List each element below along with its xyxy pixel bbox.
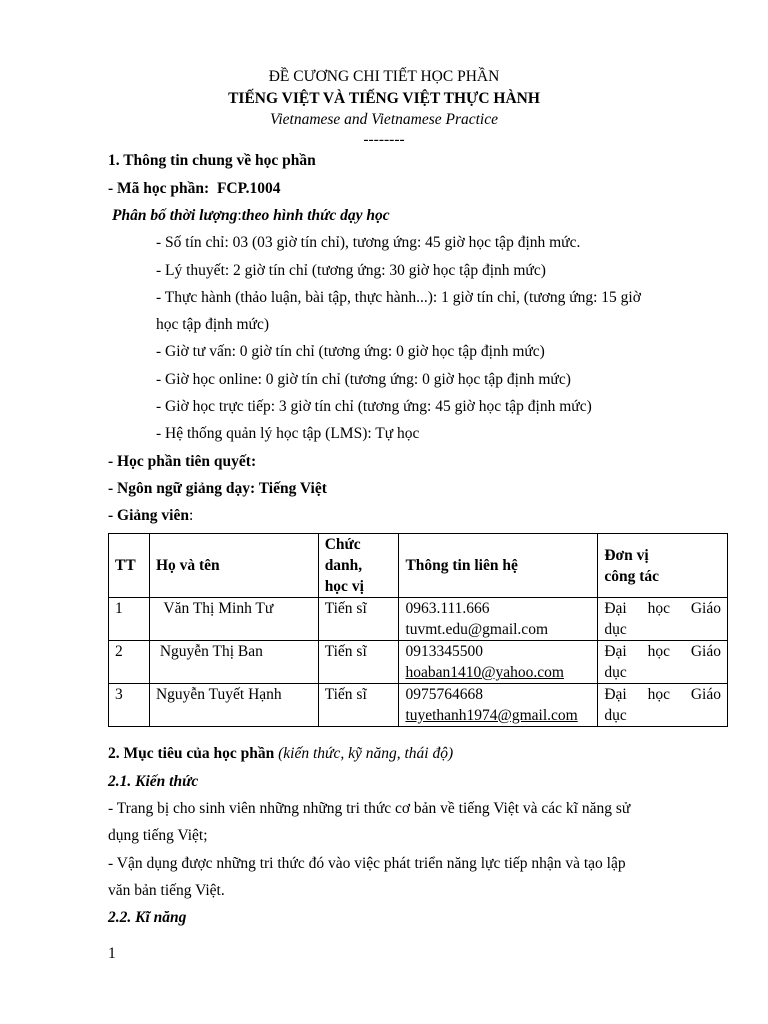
page-number: 1 — [108, 945, 116, 962]
paragraph-line: văn bản tiếng Việt. — [108, 882, 225, 899]
teaching-language: - Ngôn ngữ giảng dạy: Tiếng Việt — [108, 480, 327, 497]
row-unit — [598, 641, 728, 684]
row-title: Tiến sĩ — [318, 641, 399, 684]
header-title-line: Chức — [324, 536, 361, 553]
section2-heading — [108, 744, 453, 764]
alloc-item: - Lý thuyết: 2 giờ tín chỉ (tương ứng: 30 giờ học tập định mức) — [156, 262, 546, 279]
header-unit-line: công tác — [604, 567, 659, 585]
paragraph-line: - Trang bị cho sinh viên những những tri thức cơ bản về tiếng Việt và các kĩ năng sử — [108, 800, 631, 817]
row-unit-line1 — [604, 684, 721, 705]
row-unit — [598, 684, 728, 727]
alloc-item: - Giờ học online: 0 giờ tín chỉ (tương ứng: 0 giờ học tập định mức) — [156, 371, 571, 388]
section1-heading: 1. Thông tin chung về học phần — [108, 152, 316, 169]
unit-word: Đại — [604, 686, 627, 703]
section2-heading-text: 2. Mục tiêu của học phần — [108, 745, 275, 762]
header-unit-line: Đơn vị — [604, 546, 649, 564]
row-contact — [399, 684, 598, 727]
header-title-line: danh, — [324, 557, 363, 574]
row-tt: 1 — [109, 598, 150, 641]
unit-word: Giáo — [690, 643, 721, 660]
time-allocation-rest: theo hình thức dạy học — [241, 207, 390, 224]
row-unit-line1 — [604, 641, 721, 662]
row-name: Nguyễn Tuyết Hạnh — [149, 684, 318, 727]
row-tt: 2 — [109, 641, 150, 684]
lecturer-heading — [108, 506, 193, 526]
row-name: Nguyễn Thị Ban — [149, 641, 318, 684]
row-unit — [598, 598, 728, 641]
alloc-item: - Giờ tư vấn: 0 giờ tín chỉ (tương ứng: 0 giờ học tập định mức) — [156, 343, 545, 360]
row-phone: 0975764668 — [405, 686, 483, 703]
unit-word: học — [647, 600, 670, 617]
course-code — [108, 179, 281, 199]
unit-word: học — [647, 643, 670, 660]
time-allocation-label: Phân bố thời lượng — [112, 207, 238, 224]
alloc-item: - Số tín chỉ: 03 (03 giờ tín chỉ), tương ứng: 45 giờ học tập định mức. — [156, 234, 581, 251]
row-name: Văn Thị Minh Tư — [149, 598, 318, 641]
row-email[interactable]: tuyethanh1974@gmail.com — [405, 707, 578, 724]
lecturer-label: - Giảng viên — [108, 507, 189, 524]
unit-word: học — [647, 686, 670, 703]
row-unit-line2: dục — [604, 621, 627, 638]
lecturer-table — [108, 533, 728, 727]
row-phone: 0913345500 — [405, 643, 483, 660]
alloc-item: - Thực hành (thảo luận, bài tập, thực hành...): 1 giờ tín chỉ, (tương ứng: 15 giờ — [156, 289, 641, 306]
title-separator: -------- — [363, 131, 405, 148]
row-tt: 3 — [109, 684, 150, 727]
table-row — [109, 598, 728, 641]
header-name: Họ và tên — [149, 534, 318, 598]
paragraph-line: - Vận dụng được những tri thức đó vào việc phát triển năng lực tiếp nhận và tạo lập — [108, 855, 626, 872]
header-title-line: học vị — [324, 578, 364, 595]
row-contact — [399, 598, 598, 641]
row-contact — [399, 641, 598, 684]
row-title: Tiến sĩ — [318, 684, 399, 727]
doc-title-2: TIẾNG VIỆT VÀ TIẾNG VIỆT THỰC HÀNH — [228, 90, 540, 107]
row-phone: 0963.111.666 — [405, 600, 490, 617]
time-allocation — [112, 206, 390, 226]
table-header-row — [109, 534, 728, 598]
section2-heading-note: (kiến thức, kỹ năng, thái độ) — [278, 745, 454, 762]
doc-subtitle: Vietnamese and Vietnamese Practice — [270, 111, 498, 128]
unit-word: Giáo — [690, 600, 721, 617]
row-unit-line2: dục — [604, 707, 627, 724]
row-unit-line2: dục — [604, 664, 627, 681]
alloc-item: - Hệ thống quản lý học tập (LMS): Tự học — [156, 425, 420, 442]
alloc-item: - Giờ học trực tiếp: 3 giờ tín chỉ (tương ứng: 45 giờ học tập định mức) — [156, 398, 592, 415]
subsection-knowledge: 2.1. Kiến thức — [108, 773, 199, 790]
row-email[interactable]: tuvmt.edu@gmail.com — [405, 621, 548, 638]
time-allocation-colon: : — [237, 207, 242, 224]
lecturer-colon: : — [188, 507, 194, 524]
row-title: Tiến sĩ — [318, 598, 399, 641]
header-tt: TT — [109, 534, 150, 598]
header-contact: Thông tin liên hệ — [399, 534, 598, 598]
unit-word: Đại — [604, 643, 627, 660]
row-unit-line1 — [604, 598, 721, 619]
doc-title-1: ĐỀ CƯƠNG CHI TIẾT HỌC PHẦN — [268, 68, 500, 85]
table-row — [109, 684, 728, 727]
unit-word: Đại — [604, 600, 627, 617]
header-title — [318, 534, 399, 598]
table-row — [109, 641, 728, 684]
header-unit — [598, 534, 728, 598]
unit-word: Giáo — [690, 686, 721, 703]
subsection-skills: 2.2. Kĩ năng — [108, 909, 187, 926]
prerequisite: - Học phần tiên quyết: — [108, 453, 257, 470]
row-email[interactable]: hoaban1410@yahoo.com — [405, 664, 564, 681]
course-code-value: FCP.1004 — [216, 180, 281, 197]
paragraph-line: dụng tiếng Việt; — [108, 827, 208, 844]
alloc-item: học tập định mức) — [156, 316, 269, 333]
course-code-label: - Mã học phần: — [108, 180, 210, 197]
